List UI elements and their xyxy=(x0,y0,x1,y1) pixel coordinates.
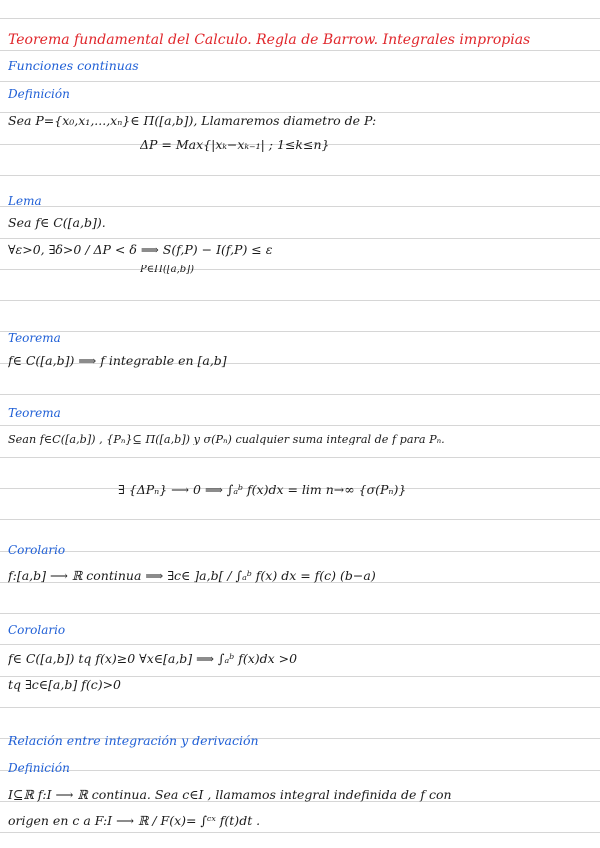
rule-line xyxy=(0,18,600,19)
text-line: f:[a,b] ⟶ ℝ continua ⟹ ∃c∈ ]a,b[ / ∫ₐᵇ f(x) dx = f(c) (b−a) xyxy=(8,570,376,583)
rule-line xyxy=(0,519,600,520)
rule-line xyxy=(0,300,600,301)
heading-definicion: Definición xyxy=(8,762,70,774)
rule-line xyxy=(0,50,600,51)
formula-line: ΔP = Max{|xₖ−xₖ₋₁| ; 1≤k≤n} xyxy=(140,139,330,152)
formula-subscript: P∈Π([a,b]) xyxy=(140,265,194,275)
page-title: Teorema fundamental del Calculo. Regla de Barrow. Integrales impropias xyxy=(8,33,531,47)
rule-line xyxy=(0,644,600,645)
formula-line: ∃ {ΔPₙ} ⟶ 0 ⟹ ∫ₐᵇ f(x)dx = lim n→∞ {σ(Pₙ)} xyxy=(118,484,407,497)
heading-corolario: Corolario xyxy=(8,544,66,556)
heading-definicion: Definición xyxy=(8,88,70,100)
section-heading-funciones-continuas: Funciones continuas xyxy=(8,60,139,73)
text-line: Sean f∈C([a,b]) , {Pₙ}⊆ Π([a,b]) y σ(Pₙ) cualquier suma integral de f para Pₙ. xyxy=(8,434,445,446)
text-line: f∈ C([a,b]) tq f(x)≥0 ∀x∈[a,b] ⟹ ∫ₐᵇ f(x)dx >0 xyxy=(8,653,298,666)
rule-line xyxy=(0,81,600,82)
rule-line xyxy=(0,613,600,614)
rule-line xyxy=(0,112,600,113)
rule-line xyxy=(0,394,600,395)
text-line: I⊆ℝ f:I ⟶ ℝ continua. Sea c∈I , llamamos integral indefinida de f con xyxy=(8,789,452,802)
rule-line xyxy=(0,457,600,458)
text-line: Sea P={x₀,x₁,...,xₙ}∈ Π([a,b]), Llamaremos diametro de P: xyxy=(8,115,377,128)
rule-line xyxy=(0,707,600,708)
heading-lema: Lema xyxy=(8,195,42,207)
text-line: Sea f∈ C([a,b]). xyxy=(8,217,106,230)
heading-corolario: Corolario xyxy=(8,624,66,636)
text-line: tq ∃c∈[a,b] f(c)>0 xyxy=(8,679,121,692)
rule-line xyxy=(0,832,600,833)
text-line: f∈ C([a,b]) ⟹ f integrable en [a,b] xyxy=(8,355,227,368)
rule-line xyxy=(0,676,600,677)
rule-line xyxy=(0,238,600,239)
formula-line: ∀ε>0, ∃δ>0 / ΔP < δ ⟹ S(f,P) − I(f,P) ≤ ε xyxy=(8,244,273,257)
rule-line xyxy=(0,425,600,426)
heading-teorema: Teorema xyxy=(8,332,61,344)
section-heading-relacion: Relación entre integración y derivación xyxy=(8,735,259,748)
heading-teorema: Teorema xyxy=(8,407,61,419)
rule-line xyxy=(0,175,600,176)
text-line: origen en c a F:I ⟶ ℝ / F(x)= ∫ᶜˣ f(t)dt . xyxy=(8,815,261,828)
